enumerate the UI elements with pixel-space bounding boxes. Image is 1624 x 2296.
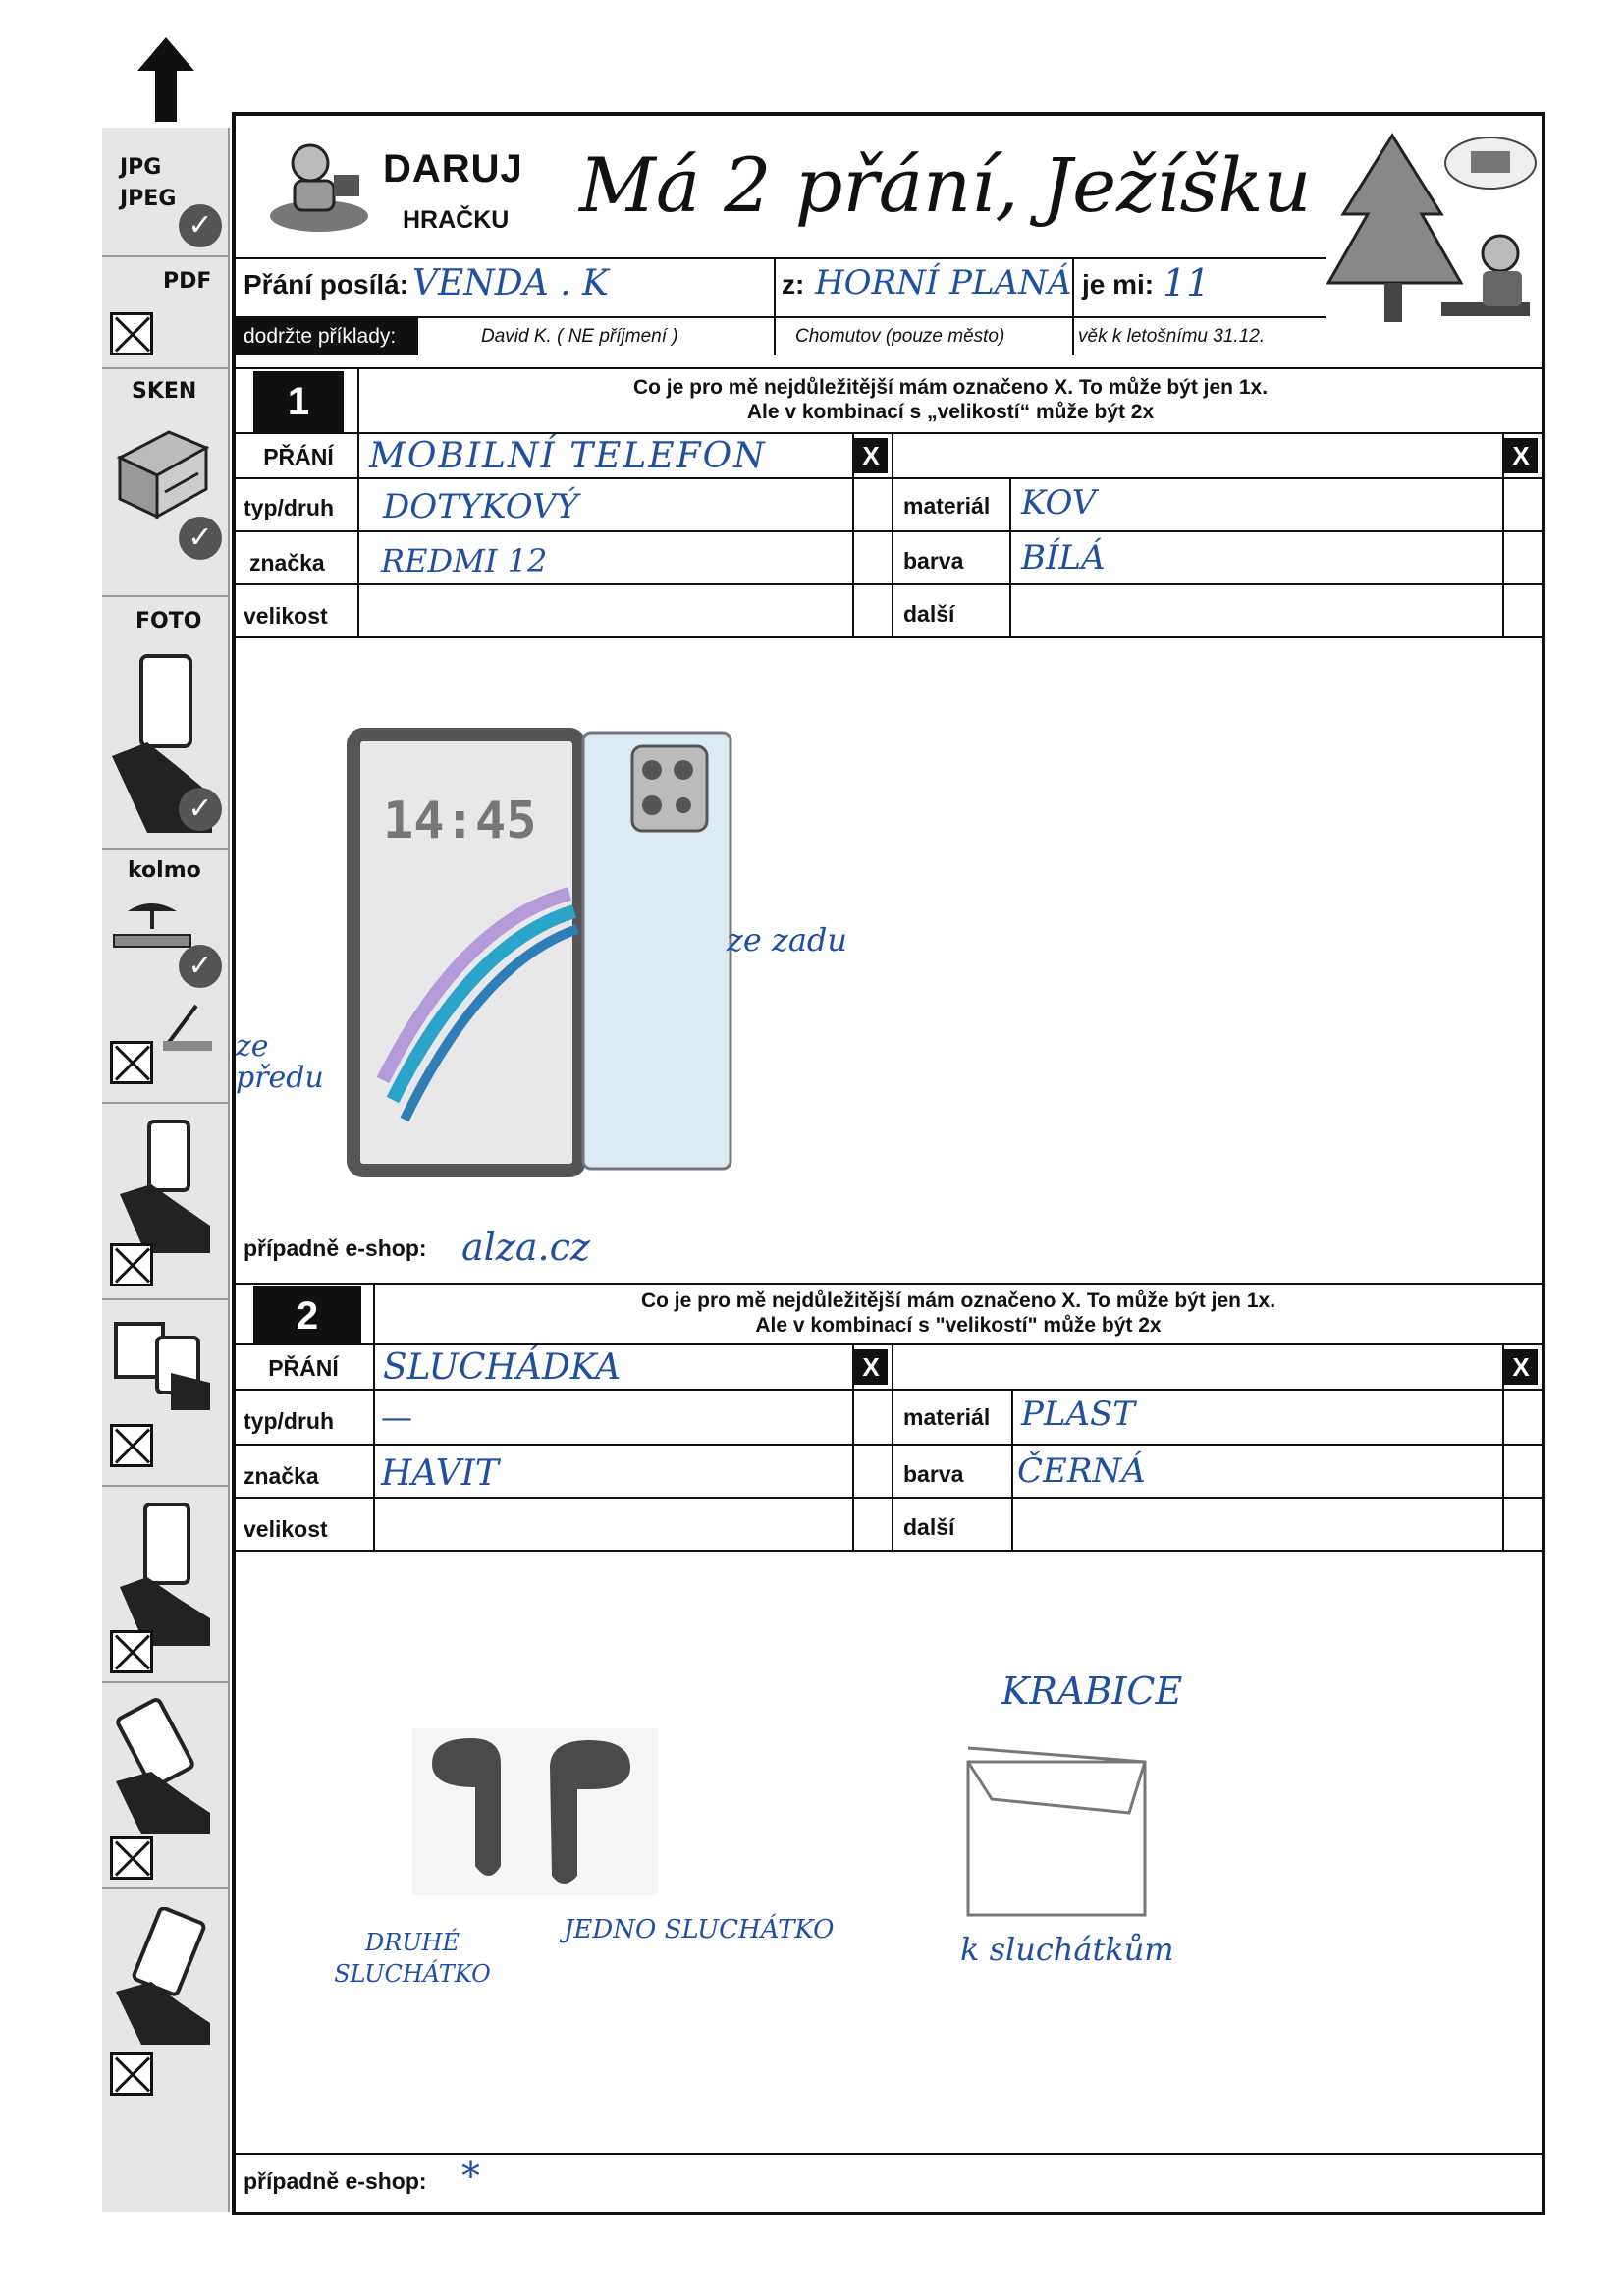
box-note: KRABICE xyxy=(1001,1669,1183,1713)
wish-value: SLUCHÁDKA xyxy=(383,1347,622,1388)
brand-label: značka xyxy=(244,1463,319,1489)
divider xyxy=(373,1343,375,1550)
instruction-line-2: Ale v kombinací s „velikostí“ může být 2x xyxy=(746,401,1155,423)
sender-label: Přání posílá: xyxy=(244,269,409,300)
from-label: z: xyxy=(782,269,805,300)
divider xyxy=(357,432,359,638)
divider xyxy=(236,1389,1542,1391)
material-label: materiál xyxy=(903,493,991,519)
check-icon: ✓ xyxy=(179,788,222,831)
wish-drawing-area xyxy=(236,1552,1542,2151)
wish-form xyxy=(232,112,1545,2215)
other-label: další xyxy=(903,601,955,627)
strip-angle-cell-1 xyxy=(102,1102,228,1300)
eshop-value: alza.cz xyxy=(461,1226,590,1269)
daruj-hracku-logo xyxy=(265,130,373,238)
cross-box-icon xyxy=(110,2052,153,2096)
divider xyxy=(774,257,776,316)
age-value: 11 xyxy=(1163,261,1211,304)
scan-label: SKEN xyxy=(132,379,197,404)
color-label: barva xyxy=(903,1461,964,1487)
hand-tilted-phone-icon xyxy=(112,1697,214,1834)
phone-back-drawing xyxy=(579,729,736,1175)
divider xyxy=(236,1343,1542,1345)
wish-section-1 xyxy=(236,367,1542,1288)
color-value: ČERNÁ xyxy=(1017,1451,1146,1491)
strip-jpg-cell xyxy=(102,128,228,257)
photo-label: FOTO xyxy=(135,609,202,633)
divider xyxy=(892,1343,893,1550)
cross-box-icon xyxy=(110,1630,153,1673)
example-age: věk k letošnímu 31.12. xyxy=(1078,326,1266,347)
strip-angle-cell-3 xyxy=(102,1485,228,1683)
sender-value: VENDA . K xyxy=(412,263,609,303)
check-icon: ✓ xyxy=(179,517,222,560)
logo-text-daruj: DARUJ xyxy=(383,147,523,191)
cross-box-icon xyxy=(110,1836,153,1880)
size-label: velikost xyxy=(244,1516,328,1542)
cross-box-icon xyxy=(110,1041,153,1084)
strip-angle-cell-5 xyxy=(102,1887,228,2212)
priority-x-marker: X xyxy=(1504,438,1538,473)
brand-value: REDMI 12 xyxy=(381,542,548,579)
divider xyxy=(236,432,1542,434)
age-label: je mi: xyxy=(1082,269,1155,300)
box-drawing xyxy=(962,1742,1155,1921)
eshop-label: případně e-shop: xyxy=(244,1235,427,1261)
wish-section-2 xyxy=(236,1283,1542,2217)
perpendicular-label: kolmo xyxy=(128,858,201,883)
christmas-tree-illustration xyxy=(1324,126,1545,357)
priority-x-marker: X xyxy=(854,1349,888,1385)
example-name: David K. ( NE příjmení ) xyxy=(481,326,678,347)
divider xyxy=(236,1444,1542,1446)
color-value: BÍLÁ xyxy=(1021,538,1106,577)
instruction-line-1: Co je pro mě nejdůležitější mám označeno X. To může být jen 1x. xyxy=(632,376,1269,399)
hand-tilted-phone-icon xyxy=(112,1907,214,2045)
cross-box-icon xyxy=(110,1424,153,1467)
eshop-value: * xyxy=(461,2155,480,2198)
wish-number: 1 xyxy=(253,371,344,432)
material-value: PLAST xyxy=(1021,1394,1135,1434)
wish-label: PŘÁNÍ xyxy=(268,1355,339,1381)
type-value: DOTYKOVÝ xyxy=(383,487,579,526)
divider xyxy=(236,1497,1542,1499)
divider xyxy=(236,257,1326,259)
back-note: ze zadu xyxy=(727,921,847,958)
hand-photo-icon xyxy=(116,1499,214,1646)
hand-photo-icon xyxy=(116,1116,214,1253)
earbud-right-note: JEDNO SLUCHÁTKO xyxy=(564,1915,835,1944)
pdf-label: PDF xyxy=(163,269,212,294)
divider xyxy=(774,316,776,355)
from-value: HORNÍ PLANÁ xyxy=(815,263,1072,302)
strip-angle-cell-2 xyxy=(102,1298,228,1487)
brand-label: značka xyxy=(249,550,325,575)
tilted-phone-icon xyxy=(112,1314,214,1412)
cross-box-icon xyxy=(110,1243,153,1286)
phone-clock: 14:45 xyxy=(383,792,537,850)
form-header xyxy=(236,116,1542,371)
example-city: Chomutov (pouze město) xyxy=(795,326,1005,347)
jpg-label: JPG xyxy=(120,155,162,180)
up-arrow-icon xyxy=(135,35,196,124)
strip-angle-cell-4 xyxy=(102,1681,228,1889)
divider xyxy=(1011,1389,1013,1550)
front-note: ze předu xyxy=(236,1029,324,1095)
brand-value: HAVIT xyxy=(381,1453,499,1494)
other-label: další xyxy=(903,1514,955,1540)
check-icon: ✓ xyxy=(179,204,222,247)
material-label: materiál xyxy=(903,1404,991,1430)
wish-value: MOBILNÍ TELEFON xyxy=(369,436,767,476)
examples-label: dodržte příklady: xyxy=(236,318,418,355)
type-value: — xyxy=(381,1398,412,1436)
instruction-line-1: Co je pro mě nejdůležitější mám označeno X. To může být jen 1x. xyxy=(640,1289,1276,1312)
wish-instruction xyxy=(375,1288,1542,1338)
wish-instruction xyxy=(359,375,1542,424)
size-label: velikost xyxy=(244,603,328,629)
check-icon: ✓ xyxy=(179,945,222,988)
divider xyxy=(236,2153,1542,2155)
color-label: barva xyxy=(903,548,964,574)
priority-x-marker: X xyxy=(1504,1349,1538,1385)
strip-scan-cell xyxy=(102,367,228,597)
jpeg-label: JPEG xyxy=(120,187,177,211)
strip-pdf-cell xyxy=(102,255,228,369)
divider xyxy=(236,530,1542,532)
divider xyxy=(1009,477,1011,638)
instruction-line-2: Ale v kombinací s "velikostí" může být 2x xyxy=(755,1314,1162,1337)
eshop-label: případně e-shop: xyxy=(244,2168,427,2194)
angled-camera-icon xyxy=(157,996,216,1055)
logo-text-hracku: HRAČKU xyxy=(403,206,510,234)
form-title: Má 2 přání, Ježíšku xyxy=(579,141,1312,229)
divider xyxy=(1072,257,1074,355)
perpendicular-camera-icon xyxy=(108,896,196,955)
format-instructions-strip xyxy=(102,128,230,2212)
material-value: KOV xyxy=(1021,483,1097,522)
earbud-left-note: DRUHÉ SLUCHÁTKO xyxy=(334,1929,491,1988)
wish-label: PŘÁNÍ xyxy=(263,444,334,469)
wish-number: 2 xyxy=(253,1286,361,1345)
scanner-icon xyxy=(110,418,212,526)
priority-x-marker: X xyxy=(854,438,888,473)
divider xyxy=(236,477,1542,479)
strip-perpendicular-cell xyxy=(102,848,228,1104)
divider xyxy=(236,583,1542,585)
type-label: typ/druh xyxy=(244,1408,334,1434)
strip-photo-cell xyxy=(102,595,228,850)
box-caption: k sluchátkům xyxy=(960,1931,1174,1968)
wish-drawing-area xyxy=(236,638,1542,1224)
earbuds-drawing xyxy=(412,1728,658,1895)
type-label: typ/druh xyxy=(244,495,334,520)
cross-box-icon xyxy=(110,312,153,355)
divider xyxy=(892,432,893,638)
